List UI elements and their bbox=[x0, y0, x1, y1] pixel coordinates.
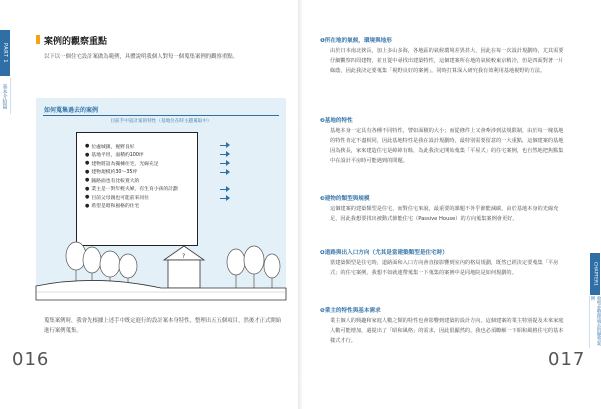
section-heading: ❹道路與出入口方向（尤其是當建築類型是住宅時） bbox=[320, 250, 448, 256]
list-item: ● 隨路面也有比較寬大的 bbox=[85, 177, 140, 184]
section-body: 當建築類型是住宅時，道路面和入口方向會直接影響到室內的格局規劃，既然已經決定要蒐集「平房式」的住宅案例，我想不如就連帶蒐集一下蒐集的案例中是同地院是如何規劃的。 bbox=[330, 260, 559, 276]
svg-text:?: ? bbox=[182, 253, 186, 260]
list-item: ● 希望是昭和風格的住宅 bbox=[85, 202, 140, 210]
section-marker bbox=[36, 35, 40, 44]
landscape-illustration bbox=[36, 216, 286, 300]
page-number-right: 017 bbox=[548, 349, 586, 370]
chapter-subtitle: 收集並整理過去的優秀案例 bbox=[589, 296, 600, 348]
arrow-icon bbox=[220, 151, 230, 157]
intro-paragraph: 以下以一個住宅設計案做為範例，具體說明我個人對每一個蒐集案例的觀察重點。 bbox=[44, 54, 239, 60]
section-heading: ❷基地的特性 bbox=[320, 118, 353, 124]
section-heading: ❺業主的特性與基本需求 bbox=[320, 308, 381, 314]
figure-rule bbox=[43, 115, 279, 116]
part-tab: PART 1 bbox=[0, 30, 10, 76]
book-spine bbox=[298, 0, 302, 409]
section-body: 業主個人的興趣和家庭人數之類的特性也會影響到建築的設計方向，這個建案的業主特別提及未來家庭人數可能增加，還提出了「昭和風格」的需求，因此很顯然的，我也必須瞭解一下昭和風格住宅的基本樣式才行。 bbox=[330, 318, 564, 344]
section-heading: ❶所在地的氣候，環境與地形 bbox=[320, 38, 392, 44]
figure-panel bbox=[36, 98, 286, 300]
arrow-icon bbox=[220, 195, 230, 201]
list-item: ● 基地平坦，面積約100坪 bbox=[85, 151, 144, 159]
page-number-left: 016 bbox=[12, 349, 50, 370]
section-heading: ❸建物的類型與規模 bbox=[320, 196, 370, 202]
figure-subtitle: 目前手中設計案的特性（基地位在時主題蒐取中） bbox=[110, 119, 212, 124]
arrow-icon bbox=[220, 169, 230, 175]
list-item: ● 位處城鎮，視野良好 bbox=[85, 143, 135, 150]
arrow-icon bbox=[220, 160, 230, 166]
section-body: 基地本身一定具有各種不同特性，譬如面積的大小；而從條件上又會牽涉到法規限制，由於每一塊基地的特性肯定不盡相同，因此基地特性是我在設計規劃時，最特別需要留意的一大重點，這個建案的基地因為狹長，家來建造住宅是綽綽有餘，為此我決定開始蒐集「平屋式」的住宅案例，也自然地把焦點集中在設計平房時可能遇到的問題。 bbox=[330, 128, 564, 164]
arrow-icon bbox=[220, 186, 230, 192]
outro-paragraph: 蒐集案例時，我會先根據上述手中既定進行的設計案本身特性，整理出五五個項目，然後才正式開始進行案例蒐集。 bbox=[44, 318, 282, 334]
section-body: 這個建案的建築類型是住宅，而對住宅來說，最重要的課題不外乎節能減碳，由於基地本身的光線充足，因此我想要找出被動式節能住宅（Passive House）的方向蒐集案例會更好。 bbox=[330, 206, 559, 222]
list-item: ● 業主是一對年輕夫婦，有生育小孩的計劃 bbox=[85, 185, 178, 193]
list-item: ● 建物規模約30～35坪 bbox=[85, 168, 138, 176]
part-subtitle: 基本介紹篇 bbox=[0, 78, 11, 114]
figure-title: 如何蒐集過去的案例 bbox=[44, 107, 99, 114]
list-item: ● 建物將設為獨棟住宅，光線充足 bbox=[85, 160, 159, 167]
chapter-tab: CHAPTER1 bbox=[590, 253, 600, 295]
arrow-icon bbox=[220, 142, 230, 148]
section-body: 由於日本南北狹長，加上多山多海，各地區的氣候環境差異甚大，因此在每一次設計規劃時，尤其需要仔細觀察四周建物，並且從中尋找出建築特性，這個建案所在地的氣候較東京稍冷，但是四面對著一片綠蔭，因此我決定要蒐集「視野良好的案例」，同時打算深入研究我有效利用基地視野的方法。 bbox=[330, 48, 564, 74]
section-title: 案例的觀察重點 bbox=[44, 37, 108, 47]
list-item: ● 目前父母親也可能前來同住 bbox=[85, 194, 149, 201]
